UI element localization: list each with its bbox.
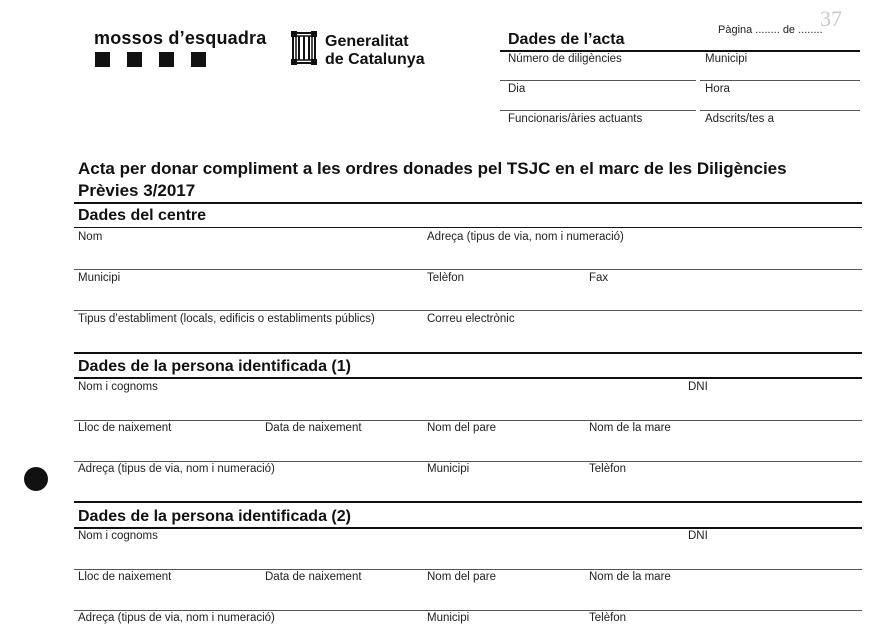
generalitat-name [325,33,425,69]
section-rule [74,202,862,204]
field-centre-adreca: Adreça (tipus de via, nom i numeració) [427,231,624,243]
field-p2-adreca: Adreça (tipus de via, nom i numeració) [78,612,275,624]
field-p2-data: Data de naixement [265,571,362,583]
stamp-number: 37 [820,6,842,31]
section-rule [74,377,862,379]
rule [74,569,862,570]
field-p1-municipi: Municipi [427,463,470,475]
persona1-title: Dades de la persona identificada (1) [78,358,351,375]
rule [74,420,862,421]
brand-square [95,52,110,67]
acta-title: Dades de l’acta [508,31,625,48]
field-hora: Hora [705,83,730,95]
rule [74,227,862,228]
rule [500,110,696,111]
field-adscrits: Adscrits/tes a [705,113,775,125]
acta-top-rule [500,50,860,52]
rule [700,110,860,111]
generalitat-line2: de Catalunya [325,51,425,68]
field-centre-municipi: Municipi [78,272,121,284]
brand-name: mossos d’esquadra [94,28,267,48]
brand-square [191,52,206,67]
field-p2-dni: DNI [688,530,708,542]
rule [500,80,696,81]
field-p2-municipi: Municipi [427,612,470,624]
generalitat-logo-icon [290,30,318,66]
field-p1-adreca: Adreça (tipus de via, nom i numeració) [78,463,275,475]
field-p1-telefon: Telèfon [589,463,627,475]
field-p2-telefon: Telèfon [589,612,627,624]
field-centre-telefon: Telèfon [427,272,465,284]
field-acta-municipi: Municipi [705,53,748,65]
persona2-title: Dades de la persona identificada (2) [78,508,351,525]
field-centre-tipus: Tipus d’establiment (locals, edificis o establiments públics) [78,313,375,325]
field-p2-nom: Nom i cognoms [78,530,158,542]
document-title-line1: Acta per donar compliment a les ordres donades pel TSJC en el marc de les Diligències [78,159,787,178]
field-p1-mare: Nom de la mare [589,422,671,434]
page-number-label: Pàgina ........ de ........ [718,24,823,36]
generalitat-line1: Generalitat [325,33,409,50]
field-p2-mare: Nom de la mare [589,571,671,583]
brand-square [127,52,142,67]
field-p2-pare: Nom del pare [427,571,497,583]
centre-title: Dades del centre [78,207,207,224]
field-funcionaris: Funcionaris/àries actuants [508,113,643,125]
field-p1-lloc: Lloc de naixement [78,422,172,434]
document-title [78,158,787,202]
punch-hole [24,467,48,491]
field-p1-nom: Nom i cognoms [78,381,158,393]
rule [74,461,862,462]
rule [74,610,862,611]
field-diligencies: Número de diligències [508,53,622,65]
field-p2-lloc: Lloc de naixement [78,571,172,583]
section-rule [74,352,862,354]
rule [700,80,860,81]
document-title-line2: Prèvies 3/2017 [78,181,196,200]
field-dia: Dia [508,83,526,95]
field-centre-correu: Correu electrònic [427,313,515,325]
brand-square [159,52,174,67]
field-p1-pare: Nom del pare [427,422,497,434]
field-centre-fax: Fax [589,272,609,284]
rule [74,310,862,311]
section-rule [74,501,862,503]
field-p1-data: Data de naixement [265,422,362,434]
section-rule [74,527,862,529]
field-p1-dni: DNI [688,381,708,393]
field-centre-nom: Nom [78,231,103,243]
rule [74,269,862,270]
